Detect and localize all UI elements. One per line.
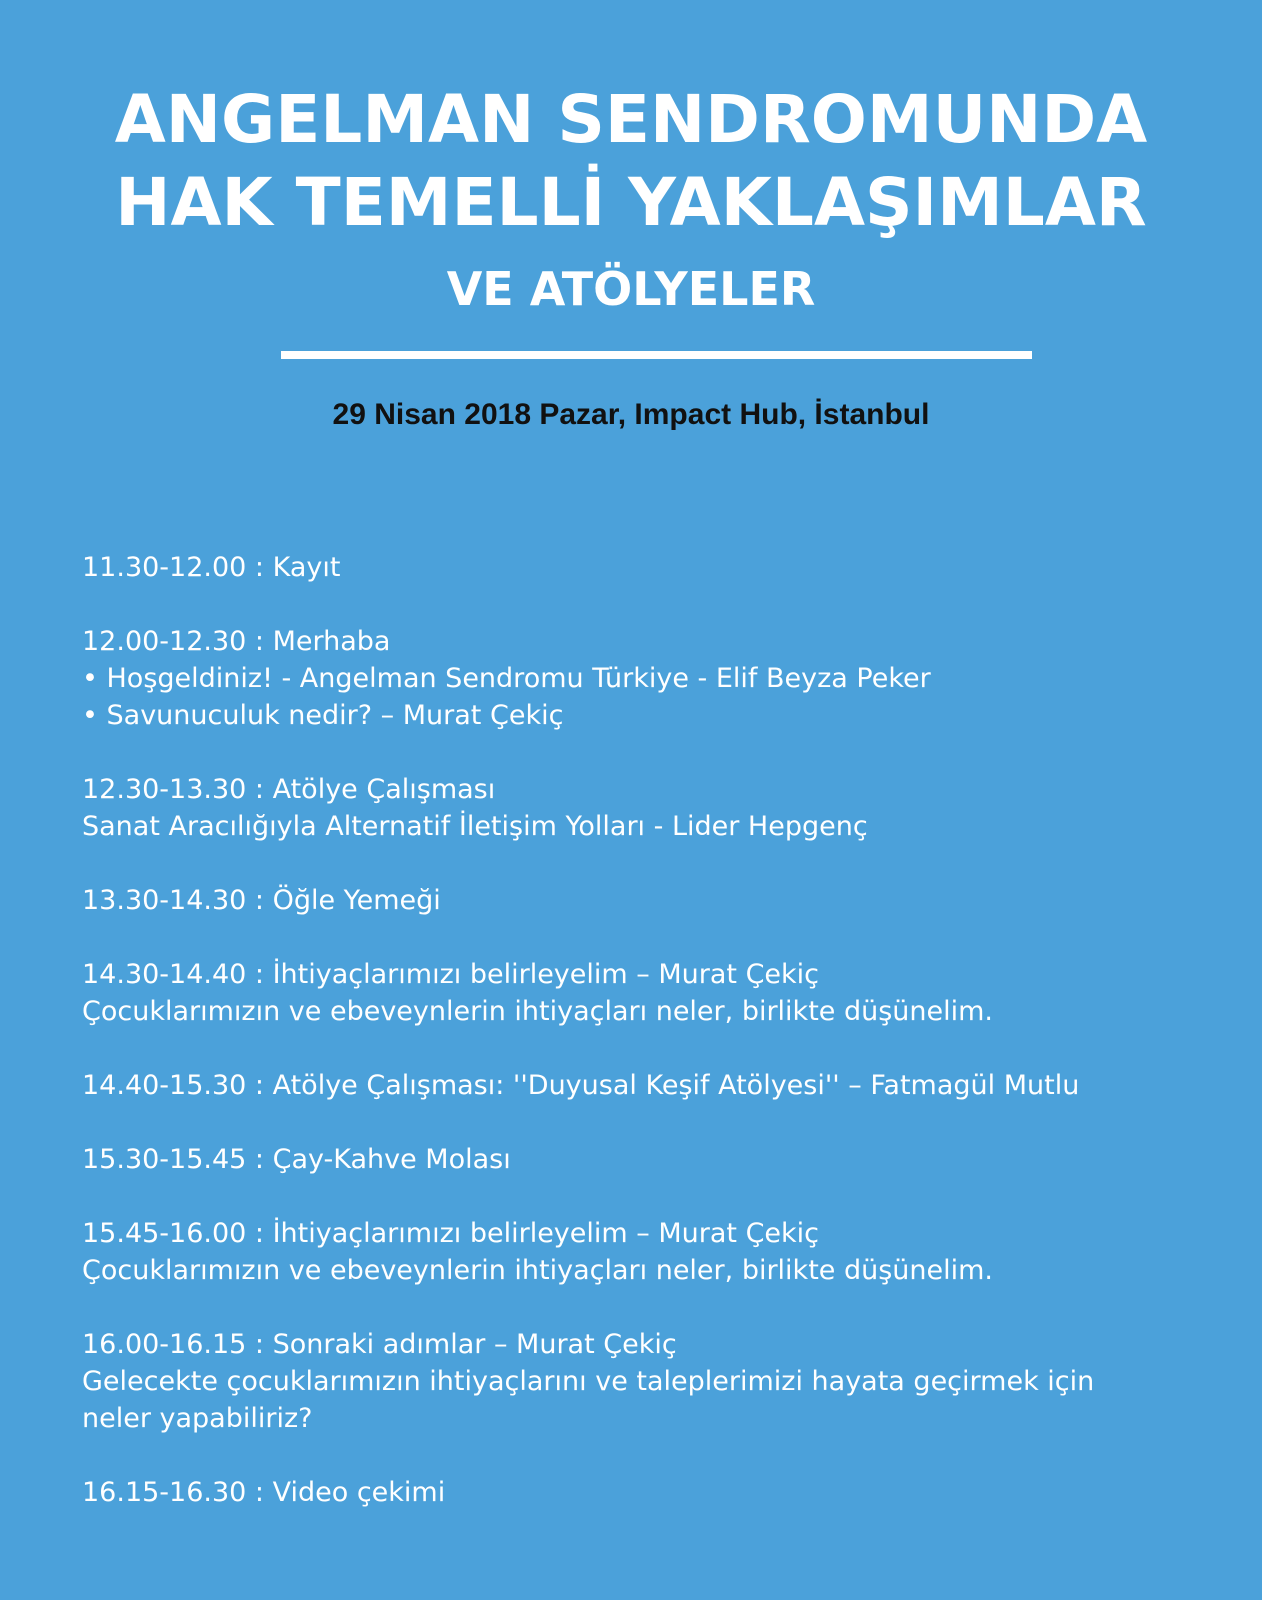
schedule-line: 12.30-13.30 : Atölye Çalışması	[82, 774, 496, 805]
schedule-line: • Savunuculuk nedir? – Murat Çekiç	[82, 700, 564, 731]
schedule-line: Sanat Aracılığıyla Alternatif İletişim Yolları - Lider Hepgenç	[82, 811, 868, 842]
schedule-item	[82, 956, 1232, 1030]
schedule-line: 12.00-12.30 : Merhaba	[82, 626, 391, 657]
poster-title-line-2: HAK TEMELLİ YAKLAŞIMLAR	[115, 164, 1147, 241]
schedule-item	[82, 1215, 1232, 1289]
schedule-line: 11.30-12.00 : Kayıt	[82, 552, 341, 583]
title-divider	[281, 351, 1032, 359]
schedule-item	[82, 882, 1232, 919]
poster-subtitle: VE ATÖLYELER	[446, 262, 816, 316]
poster-title-line-1: ANGELMAN SENDROMUNDA	[114, 81, 1148, 158]
schedule-item	[82, 1474, 1232, 1511]
schedule-item	[82, 1141, 1232, 1178]
event-date-location: 29 Nisan 2018 Pazar, Impact Hub, İstanbul	[332, 398, 930, 431]
schedule-line: 16.00-16.15 : Sonraki adımlar – Murat Çekiç	[82, 1329, 677, 1360]
schedule-line: 14.30-14.40 : İhtiyaçlarımızı belirleyelim – Murat Çekiç	[82, 959, 820, 990]
schedule-line: Çocuklarımızın ve ebeveynlerin ihtiyaçları neler, birlikte düşünelim.	[82, 1255, 994, 1286]
schedule-line: Çocuklarımızın ve ebeveynlerin ihtiyaçları neler, birlikte düşünelim.	[82, 996, 994, 1027]
schedule-line: • Hoşgeldiniz! - Angelman Sendromu Türkiye - Elif Beyza Peker	[82, 663, 931, 694]
schedule-item	[82, 771, 1232, 845]
schedule-line: neler yapabiliriz?	[82, 1403, 313, 1434]
schedule-item	[82, 549, 1232, 586]
schedule-line: 14.40-15.30 : Atölye Çalışması: ''Duyusal Keşif Atölyesi'' – Fatmagül Mutlu	[82, 1070, 1080, 1101]
schedule-line: 15.30-15.45 : Çay-Kahve Molası	[82, 1144, 511, 1175]
schedule-list	[82, 549, 1232, 1548]
schedule-item	[82, 1326, 1232, 1437]
schedule-line: 16.15-16.30 : Video çekimi	[82, 1477, 446, 1508]
schedule-line: 15.45-16.00 : İhtiyaçlarımızı belirleyelim – Murat Çekiç	[82, 1218, 820, 1249]
schedule-line: 13.30-14.30 : Öğle Yemeği	[82, 885, 441, 916]
schedule-line: Gelecekte çocuklarımızın ihtiyaçlarını ve taleplerimizi hayata geçirmek için	[82, 1366, 1095, 1397]
schedule-item	[82, 1067, 1232, 1104]
schedule-item	[82, 623, 1232, 734]
